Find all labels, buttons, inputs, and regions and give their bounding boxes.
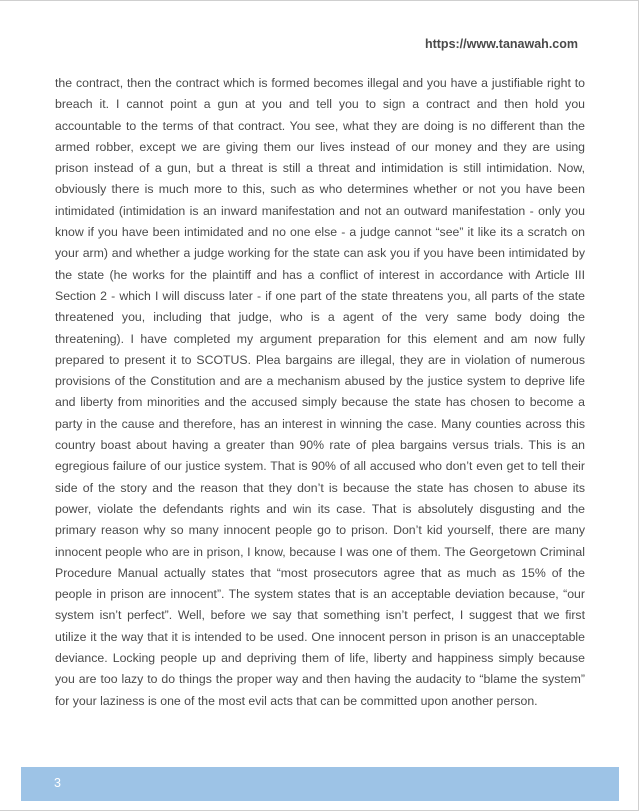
page-number: 3 (54, 776, 61, 790)
footer-bar (21, 767, 619, 801)
body-paragraph: the contract, then the contract which is formed becomes illegal and you have a justifiable right to breach it. I cannot point a gun at you and tell you to sign a contract and then hold you accountable to the terms of that contract. You see, what they are doing is no different than the armed robber, except we are giving them our lives instead of our money and they are using prison instead of a gun, but a threat is still a threat and intimidation is still intimidation. Now, obviously there is much more to this, such as who determines whether or not you have been intimidated (intimidation is an inward manifestation and not an outward manifestation - only you know if you have been intimidated and no one else - a judge cannot “see” it like its a scratch on your arm) and whether a judge working for the state can ask you if you have been intimidated by the state (he works for the plaintiff and has a conflict of interest in accordance with Article III Section 2 - which I will discuss later - if one part of the state threatens you, all parts of the state threatened you, including that judge, who is a agent of the very same body doing the threatening). I have completed my argument preparation for this element and am now fully prepared to present it to SCOTUS. Plea bargains are illegal, they are in violation of numerous provisions of the Constitution and are a mechanism abused by the justice system to deprive life and liberty from minorities and the accused simply because the state has chosen to become a party in the cause and therefore, has an interest in winning the case. Many counties across this country boast about having a greater than 90% rate of plea bargains versus trials. This is an egregious failure of our justice system. That is 90% of all accused who don’t even get to tell their side of the story and the reason that they don’t is because the state has chosen to abuse its power, violate the defendants rights and win its case. That is absolutely disgusting and the primary reason why so many innocent people go to prison. Don’t kid yourself, there are many innocent people who are in prison, I know, because I was one of them. The Georgetown Criminal Procedure Manual actually states that “most prosecutors agree that as much as 15% of the people in prison are innocent”. The system states that is an acceptable deviation because, “our system isn’t perfect”. Well, before we say that something isn’t perfect, I suggest that we first utilize it the way that it is intended to be used. One innocent person in prison is an unacceptable deviance. Locking people up and depriving them of life, liberty and happiness simply because you are too lazy to do things the proper way and then having the audacity to “blame the system” for your laziness is one of the most evil acts that can be committed upon another person. (55, 76, 585, 708)
header-website-link[interactable]: https://www.tanawah.com (424, 37, 578, 51)
